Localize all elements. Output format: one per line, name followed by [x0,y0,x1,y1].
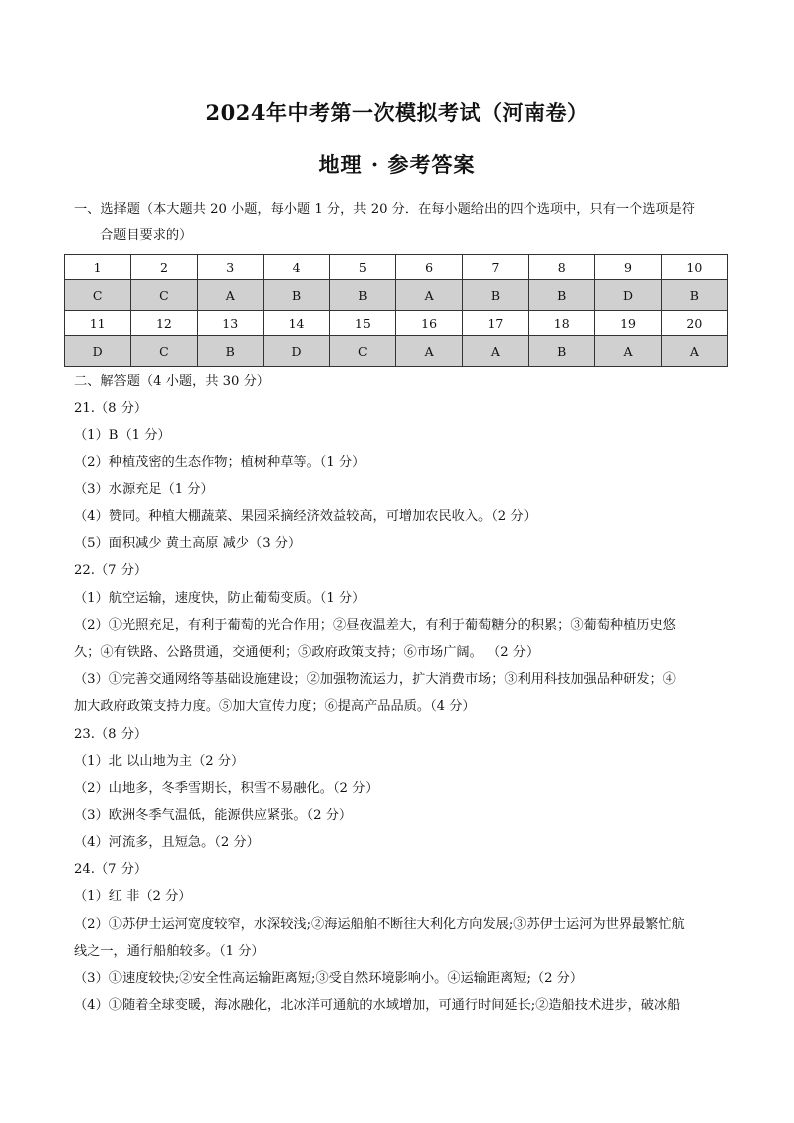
answer-line: （1）B（1 分） [74,428,171,443]
table-cell: 8 [529,255,595,280]
table-cell: A [396,280,462,311]
table-cell: 20 [661,311,727,336]
table-cell: D [595,280,661,311]
table-cell: 16 [396,311,462,336]
table-cell: 14 [263,311,329,336]
table-cell: 11 [65,311,131,336]
table-cell: 6 [396,255,462,280]
answer-row [65,336,728,367]
answer-line: 24.（7 分） [74,862,148,877]
answer-table [64,254,728,367]
answer-line: （2）①苏伊士运河宽度较窄，水深较浅;②海运船舶不断往大利化方向发展;③苏伊士运河为世界最繁忙航 [74,917,685,932]
answer-line: （3）①速度较快;②安全性高运输距离短;③受自然环境影响小。④运输距离短;（2 分） [74,971,584,986]
table-cell: D [65,336,131,367]
table-cell: 2 [131,255,197,280]
table-cell: B [661,280,727,311]
table-cell: C [330,336,396,367]
table-cell: A [595,336,661,367]
document-title: 2024年中考第一次模拟考试（河南卷） [205,100,589,125]
table-cell: 13 [197,311,263,336]
answer-line: （1）红 非（2 分） [74,889,192,904]
section2-heading: 二、解答题（4 小题，共 30 分） [74,374,270,389]
table-cell: C [131,280,197,311]
answer-line: （1）北 以山地为主（2 分） [74,754,245,769]
table-cell: 9 [595,255,661,280]
table-cell: B [263,280,329,311]
table-cell: B [529,336,595,367]
table-cell: A [462,336,528,367]
table-cell: A [661,336,727,367]
table-cell: 4 [263,255,329,280]
answer-line: （4）①随着全球变暖，海冰融化，北冰洋可通航的水域增加，可通行时间延长;②造船技术进步，破冰船 [74,998,681,1013]
answer-line: （4）河流多，且短急。（2 分） [74,835,260,850]
answer-row [65,280,728,311]
table-cell: B [462,280,528,311]
answer-line: （3）欧洲冬季气温低，能源供应紧张。（2 分） [74,808,353,823]
answer-line: （3）水源充足（1 分） [74,482,214,497]
table-cell: 19 [595,311,661,336]
table-cell: A [396,336,462,367]
answer-line: （2）种植茂密的生态作物；植树种草等。（1 分） [74,455,366,470]
answer-line: （4）赞同。种植大棚蔬菜、果园采摘经济效益较高，可增加农民收入。（2 分） [74,509,537,524]
table-cell: 10 [661,255,727,280]
section1-heading-line2: 合题目要求的） [100,228,193,243]
answer-line: （5）面积减少 黄土高原 减少（3 分） [74,536,302,551]
table-cell: 17 [462,311,528,336]
table-cell: B [197,336,263,367]
table-cell: A [197,280,263,311]
table-cell: 5 [330,255,396,280]
answer-line: （1）航空运输，速度快，防止葡萄变质。（1 分） [74,591,366,606]
answer-line: 22.（7 分） [74,563,148,578]
table-cell: 15 [330,311,396,336]
question-number-row [65,255,728,280]
answer-line: （2）山地多，冬季雪期长，积雪不易融化。（2 分） [74,781,379,796]
table-cell: 12 [131,311,197,336]
table-cell: C [131,336,197,367]
table-cell: 1 [65,255,131,280]
document-subtitle: 地理 · 参考答案 [318,152,476,177]
answer-line: （2）①光照充足，有利于葡萄的光合作用；②昼夜温差大，有利于葡萄糖分的积累；③葡萄种植历史悠 [74,618,676,633]
answer-line: 线之一，通行船舶较多。（1 分） [74,944,265,959]
table-cell: 7 [462,255,528,280]
table-cell: 3 [197,255,263,280]
section1-heading-line1: 一、选择题（本大题共 20 小题，每小题 1 分，共 20 分．在每小题给出的四个选项中，只有一个选项是符 [74,202,695,217]
table-cell: C [65,280,131,311]
question-number-row [65,311,728,336]
table-cell: B [330,280,396,311]
table-cell: 18 [529,311,595,336]
answer-line: 久；④有铁路、公路贯通，交通便利；⑤政府政策支持；⑥市场广阔。 （2 分） [74,645,540,660]
table-cell: D [263,336,329,367]
answer-line: （3）①完善交通网络等基础设施建设；②加强物流运力，扩大消费市场；③利用科技加强品种研发；④ [74,672,676,687]
table-cell: B [529,280,595,311]
answer-line: 加大政府政策支持力度。⑤加大宣传力度；⑥提高产品品质。（4 分） [74,699,476,714]
answer-line: 21.（8 分） [74,401,148,416]
answer-line: 23.（8 分） [74,727,148,742]
